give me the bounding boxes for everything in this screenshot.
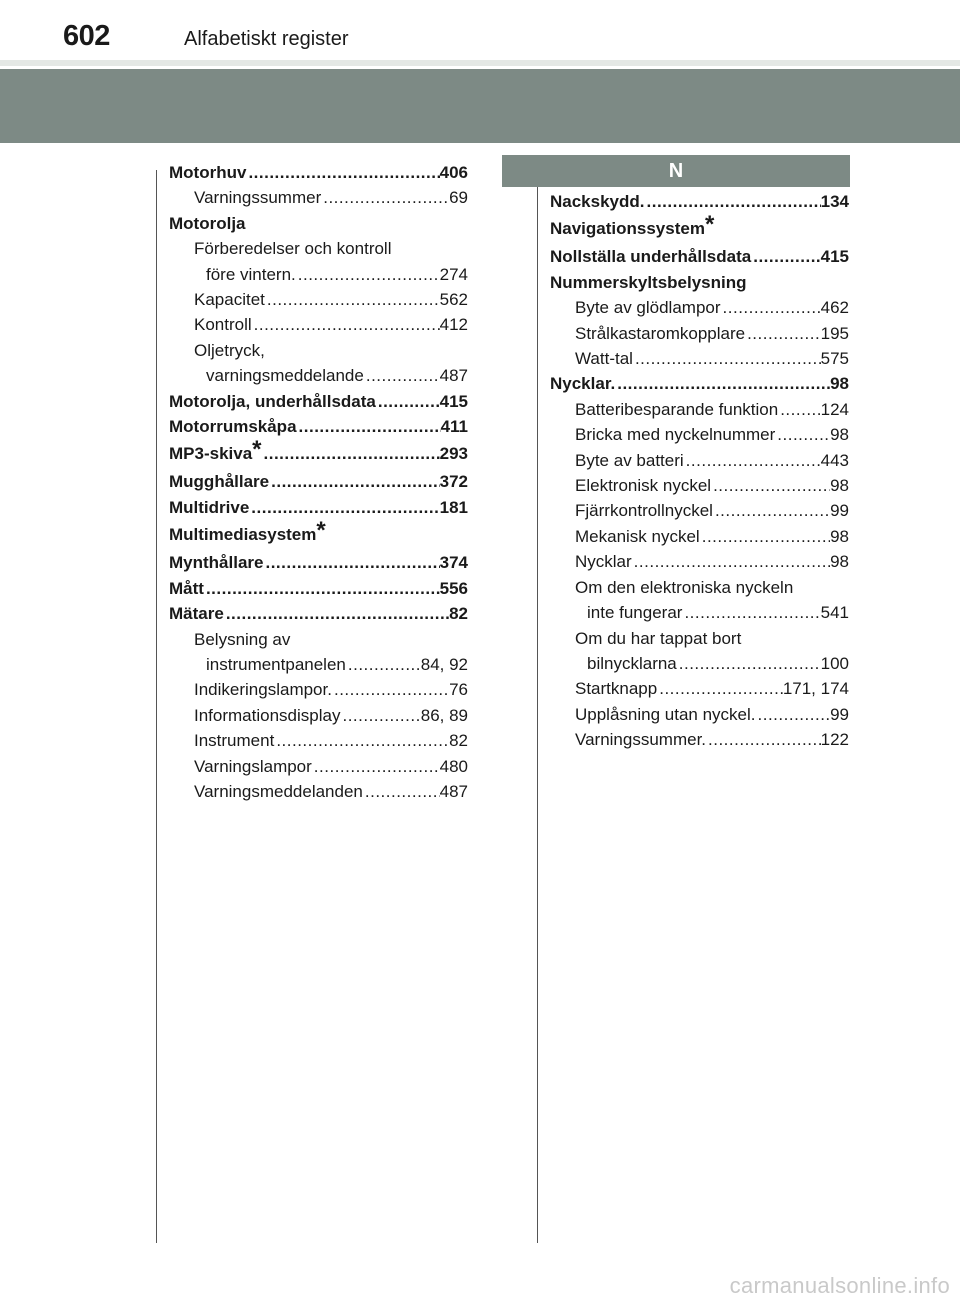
footnote-star: * (316, 516, 326, 544)
entry-page-ref: 293 (439, 444, 468, 464)
entry-label-text: Bricka med nyckelnummer (575, 425, 776, 445)
dot-leader (265, 287, 440, 312)
entry-page-ref: 84, 92 (420, 654, 468, 674)
entry-label (206, 652, 346, 677)
entry-label-text: Multidrive (169, 497, 250, 517)
entry-label (169, 435, 262, 469)
entry-label-text: inte fungerar (587, 603, 683, 623)
entry-label-text: Förberedelser och kontroll (194, 239, 392, 259)
dot-leader (346, 652, 421, 677)
dot-leader (632, 549, 830, 574)
dot-leader (204, 576, 440, 601)
index-entry (550, 626, 849, 651)
index-entry (169, 414, 468, 439)
dot-leader (321, 185, 449, 210)
entry-label (575, 448, 684, 473)
entry-page-ref: 487 (439, 366, 468, 386)
index-entry (550, 244, 849, 269)
watermark: carmanualsonline.info (729, 1273, 950, 1298)
index-entry (169, 550, 468, 575)
entry-label (575, 676, 657, 701)
dot-leader (657, 676, 783, 701)
entry-label-text: Watt-tal (575, 349, 633, 369)
entry-label-text: Multimediasystem (169, 525, 317, 545)
entry-label (194, 728, 274, 753)
entry-label (575, 473, 711, 498)
entry-label-text: Nycklar. (550, 374, 616, 394)
entry-label (194, 779, 363, 804)
left-column-rule (156, 170, 157, 1243)
index-entry (169, 601, 468, 626)
entry-label (587, 651, 677, 676)
entry-page-ref: 82 (449, 731, 468, 751)
entry-page-ref: 98 (830, 526, 849, 546)
dot-leader (745, 321, 821, 346)
entry-label-text: Indikeringslampor. (194, 680, 332, 700)
entry-label (169, 601, 224, 626)
entry-label-text: instrumentpanelen (206, 654, 346, 674)
entry-page-ref: 415 (439, 391, 468, 411)
dot-leader (751, 244, 820, 269)
right-column-rule (537, 187, 538, 1243)
entry-page-ref: 480 (439, 756, 468, 776)
entry-label (550, 270, 849, 295)
entry-label-text: Motorhuv (169, 163, 247, 182)
entry-label (194, 236, 468, 261)
entry-label-text: Navigationssystem (550, 219, 705, 239)
index-entry (169, 236, 468, 261)
entry-page-ref: 99 (830, 704, 849, 724)
entry-label (169, 160, 246, 185)
entry-label (194, 703, 340, 728)
entry-page-ref: 98 (830, 476, 849, 496)
entry-page-ref: 100 (820, 653, 849, 673)
dot-leader (615, 371, 830, 396)
entry-page-ref: 412 (439, 315, 468, 335)
index-entry (169, 576, 468, 601)
dot-leader (363, 779, 440, 804)
index-entry (169, 312, 468, 337)
entry-label-text: Motorrumskåpa (169, 417, 297, 437)
entry-label-text: Motorolja (169, 213, 246, 233)
index-entry (550, 575, 849, 600)
entry-label-text: Om den elektroniska nyckeln (575, 577, 794, 597)
index-entry (550, 422, 849, 447)
entry-label (575, 549, 632, 574)
index-entry (550, 473, 849, 498)
entry-page-ref: 98 (830, 425, 849, 445)
dot-leader (296, 262, 440, 287)
index-entry (550, 524, 849, 549)
index-entry (550, 397, 849, 422)
entry-label (575, 321, 745, 346)
entry-page-ref: 406 (439, 163, 468, 182)
footnote-star: * (252, 435, 262, 463)
entry-page-ref: 562 (439, 290, 468, 310)
entry-page-ref: 99 (830, 501, 849, 521)
dot-leader (252, 312, 440, 337)
index-entry (550, 651, 849, 676)
index-entry (169, 211, 468, 236)
entry-label-text: Nackskydd. (550, 192, 645, 211)
index-entry (169, 779, 468, 804)
entry-label (575, 397, 778, 422)
entry-page-ref: 374 (439, 553, 468, 573)
entry-label (169, 576, 204, 601)
index-entry (550, 295, 849, 320)
entry-label-text: Batteribesparande funktion (575, 399, 779, 419)
entry-label (575, 498, 713, 523)
entry-label (169, 550, 263, 575)
entry-label-text: Mekanisk nyckel (575, 526, 700, 546)
dot-leader (376, 389, 440, 414)
index-entry (169, 516, 468, 550)
entry-label-text: Varningssummer. (575, 730, 707, 750)
dot-leader (700, 524, 830, 549)
dot-leader (262, 439, 440, 469)
entry-label-text: Kontroll (194, 315, 252, 335)
entry-label-text: Varningslampor (194, 756, 312, 776)
entry-page-ref: 575 (820, 349, 849, 369)
page-number: 602 (63, 20, 110, 52)
index-entry (550, 189, 849, 214)
entry-page-ref: 181 (439, 497, 468, 517)
entry-page-ref: 415 (820, 247, 849, 267)
index-entry (169, 160, 468, 185)
dot-leader (364, 363, 440, 388)
entry-page-ref: 98 (830, 552, 849, 572)
entry-label (550, 244, 751, 269)
entry-label (575, 727, 706, 752)
entry-label-text: varningsmeddelande (206, 366, 364, 386)
dot-leader (645, 189, 821, 214)
entry-label (587, 600, 682, 625)
entry-label-text: Belysning av (194, 629, 291, 649)
entry-label (194, 754, 312, 779)
entry-label (206, 262, 296, 287)
dot-leader (713, 498, 830, 523)
entry-label-text: Nycklar (575, 552, 632, 572)
section-title: Alfabetiskt register (184, 28, 349, 50)
index-entry (550, 702, 849, 727)
entry-label (550, 210, 849, 244)
dot-leader (246, 160, 439, 185)
dot-leader (706, 727, 821, 752)
entry-page-ref: 86, 89 (420, 705, 468, 725)
entry-label (169, 414, 297, 439)
entry-page-ref: 134 (820, 192, 849, 211)
entry-label-text: Om du har tappat bort (575, 628, 742, 648)
index-entry (550, 549, 849, 574)
index-entry (550, 371, 849, 396)
dot-leader (224, 601, 449, 626)
index-entry (550, 270, 849, 295)
entry-page-ref: 372 (439, 472, 468, 492)
entry-label-text: Motorolja, underhållsdata (169, 391, 376, 411)
entry-page-ref: 171, 174 (782, 679, 849, 699)
dot-leader (756, 702, 831, 727)
entry-label-text: Instrument (194, 731, 275, 751)
dot-leader (312, 754, 440, 779)
header-rule (0, 60, 960, 66)
entry-label-text: Nollställa underhållsdata (550, 247, 752, 267)
entry-label-text: Mätare (169, 604, 224, 624)
right-index-column (550, 189, 849, 753)
entry-label (194, 338, 468, 363)
index-entry (169, 728, 468, 753)
entry-page-ref: 462 (820, 298, 849, 318)
page-header (0, 0, 960, 62)
dot-leader (677, 651, 821, 676)
entry-label (550, 371, 615, 396)
entry-label (169, 495, 249, 520)
left-index-column (169, 160, 468, 804)
index-entry (550, 727, 849, 752)
entry-label-text: före vintern. (206, 264, 296, 284)
index-entry (169, 389, 468, 414)
entry-page-ref: 76 (449, 680, 468, 700)
index-entry (169, 627, 468, 652)
entry-label (169, 211, 468, 236)
entry-label (194, 677, 332, 702)
index-entry (550, 346, 849, 371)
entry-page-ref: 556 (439, 578, 468, 598)
entry-label-text: Mynthållare (169, 553, 264, 573)
entry-label (169, 469, 269, 494)
entry-label-text: Kapacitet (194, 290, 265, 310)
index-entry (550, 448, 849, 473)
entry-label (194, 287, 265, 312)
entry-label-text: MP3-skiva (169, 444, 253, 464)
index-entry (169, 287, 468, 312)
entry-label-text: Startknapp (575, 679, 658, 699)
entry-page-ref: 487 (439, 781, 468, 801)
dot-leader (340, 703, 420, 728)
dot-leader (721, 295, 821, 320)
entry-label (575, 295, 721, 320)
header-band (0, 69, 960, 143)
index-entry (550, 210, 849, 244)
entry-label (169, 516, 468, 550)
index-entry (550, 321, 849, 346)
entry-label-text: Nummerskyltsbelysning (550, 272, 747, 292)
dot-leader (249, 495, 439, 520)
entry-label-text: Fjärrkontrollnyckel (575, 501, 713, 521)
index-entry (169, 652, 468, 677)
entry-label-text: Strålkastaromkopplare (575, 323, 746, 343)
entry-page-ref: 443 (820, 450, 849, 470)
entry-page-ref: 69 (449, 188, 468, 208)
dot-leader (778, 397, 820, 422)
dot-leader (297, 414, 441, 439)
index-entry (169, 363, 468, 388)
entry-page-ref: 274 (439, 264, 468, 284)
entry-label (194, 312, 252, 337)
index-entry (550, 498, 849, 523)
index-entry (169, 703, 468, 728)
dot-leader (274, 728, 449, 753)
index-entry (169, 754, 468, 779)
entry-label-text: Oljetryck, (194, 340, 265, 360)
dot-leader (682, 600, 820, 625)
entry-label (575, 575, 849, 600)
entry-label-text: Elektronisk nyckel (575, 476, 712, 496)
entry-label-text: Informationsdisplay (194, 705, 341, 725)
entry-label (206, 363, 364, 388)
entry-label (550, 189, 645, 214)
entry-page-ref: 82 (449, 604, 468, 624)
dot-leader (332, 677, 449, 702)
footnote-star: * (704, 210, 715, 238)
index-entry (169, 677, 468, 702)
index-entry (550, 600, 849, 625)
entry-label (575, 422, 775, 447)
entry-label-text: Upplåsning utan nyckel. (575, 704, 756, 724)
entry-label-text: Mått (169, 578, 204, 598)
index-entry (169, 262, 468, 287)
index-entry (169, 338, 468, 363)
entry-label-text: Byte av glödlampor (575, 298, 721, 318)
entry-label-text: Varningssummer (194, 188, 322, 208)
entry-label (575, 524, 700, 549)
entry-page-ref: 98 (830, 374, 849, 394)
entry-page-ref: 122 (820, 730, 849, 750)
dot-leader (263, 550, 439, 575)
entry-label (194, 627, 468, 652)
letter-heading-n: N (502, 155, 850, 187)
entry-page-ref: 541 (820, 603, 849, 623)
entry-page-ref: 411 (440, 417, 468, 437)
entry-label-text: Varningsmeddelanden (194, 781, 363, 801)
index-entry (169, 469, 468, 494)
dot-leader (633, 346, 821, 371)
entry-label-text: bilnycklarna (587, 653, 677, 673)
dot-leader (775, 422, 830, 447)
entry-label (575, 346, 633, 371)
entry-page-ref: 195 (820, 323, 849, 343)
entry-label (575, 702, 756, 727)
entry-page-ref: 124 (820, 399, 849, 419)
dot-leader (269, 469, 440, 494)
dot-leader (711, 473, 830, 498)
index-entry (550, 676, 849, 701)
entry-label-text: Byte av batteri (575, 450, 684, 470)
dot-leader (684, 448, 821, 473)
entry-label-text: Mugghållare (169, 472, 270, 492)
entry-label (169, 389, 376, 414)
entry-label (575, 626, 849, 651)
entry-label (194, 185, 321, 210)
index-entry (169, 185, 468, 210)
index-entry (169, 435, 468, 469)
